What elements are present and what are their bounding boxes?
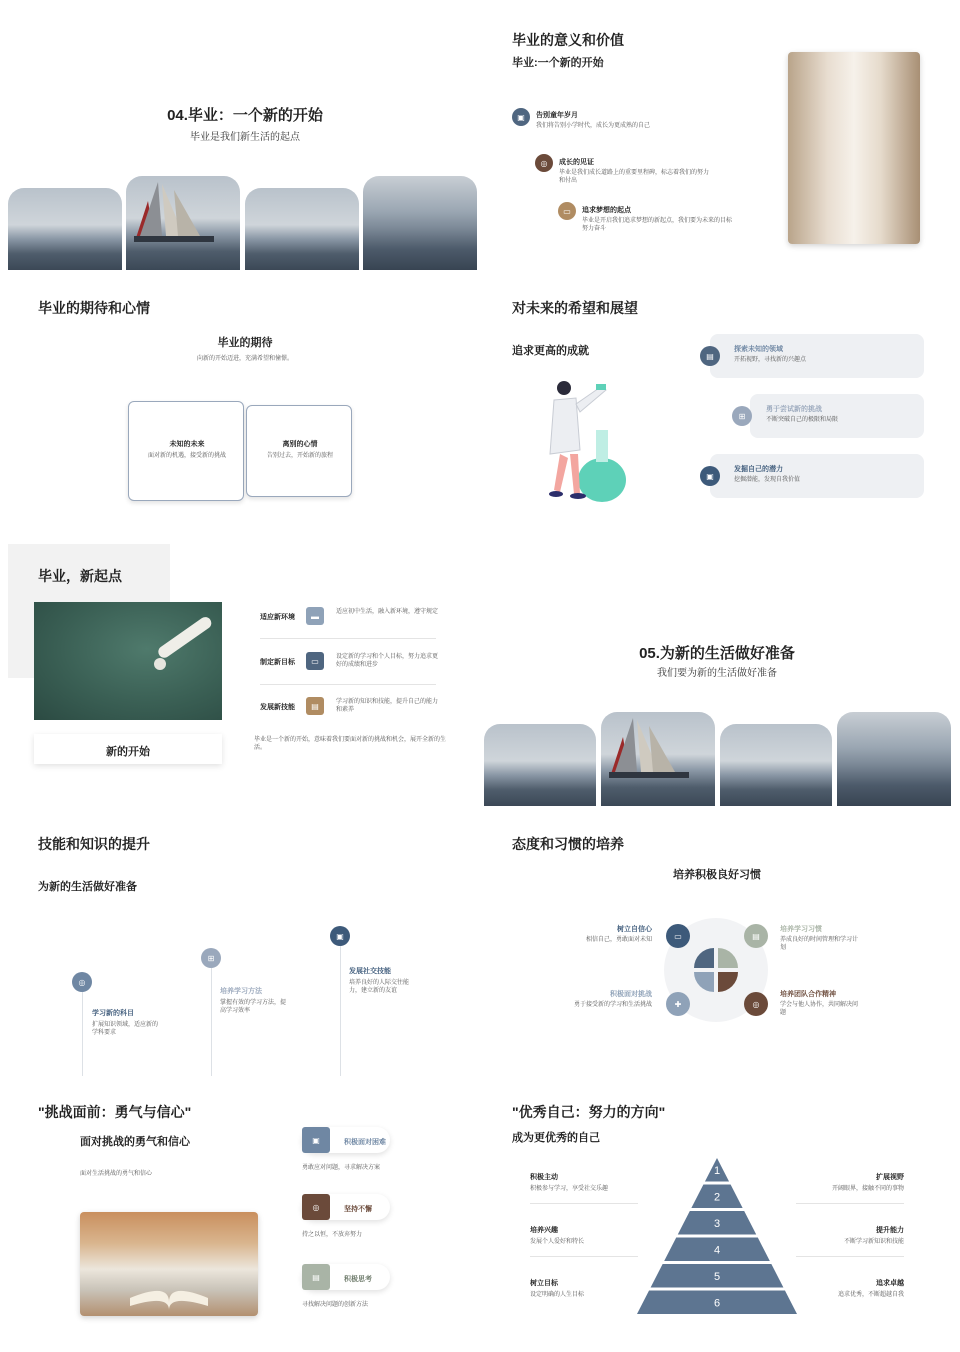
item-title: 培养学习习惯 — [780, 926, 822, 933]
section-heading: 成为更优秀的自己 — [512, 1132, 600, 1144]
chalk-illustration — [34, 602, 222, 720]
item-desc: 培养良好的人际交往能力，建立新的友谊 — [349, 980, 410, 995]
item-desc: 我们将告别小学时代，成长为更成熟的自己 — [536, 123, 651, 129]
sea-photo-1 — [484, 724, 596, 806]
left-item-title: 培养兴趣 — [530, 1227, 558, 1234]
slide-title: 技能和知识的提升 — [38, 836, 150, 852]
right-item-desc: 追求优秀，不断超越自我 — [837, 1292, 904, 1298]
item-title: 积极面对挑战 — [610, 991, 652, 998]
pyramid-level-label: 3 — [713, 1217, 721, 1230]
item-title: 告别童年岁月 — [536, 112, 578, 119]
divider — [796, 1256, 904, 1257]
section-heading: 面对挑战的勇气和信心 — [80, 1136, 190, 1148]
bookshelf-photo — [80, 1212, 258, 1316]
card-title: 未知的未来 — [169, 441, 205, 448]
item-title: 成长的见证 — [559, 159, 594, 166]
left-item-title: 积极主动 — [530, 1174, 558, 1181]
item-desc: 持之以恒，不放弃努力 — [302, 1232, 363, 1238]
mountain-photo — [363, 176, 477, 270]
slide-title: "优秀自己：努力的方向" — [512, 1104, 666, 1120]
section-desc: 向新的开始迈进，充满希望和憧憬。 — [196, 356, 293, 362]
divider — [260, 638, 436, 639]
habit-wheel-quadrants — [692, 946, 740, 994]
sailboat-photo — [126, 176, 240, 270]
library-corridor-photo — [788, 52, 920, 244]
document-icon: ▤ — [744, 924, 768, 948]
image-icon: ▣ — [302, 1127, 330, 1153]
item-title: 积极面对困难 — [344, 1139, 386, 1146]
right-item-title: 提升能力 — [876, 1227, 904, 1234]
item-title: 制定新目标 — [260, 659, 295, 666]
scientist-illustration — [514, 370, 644, 510]
item-desc: 毕业是开启我们追求梦想的新起点，我们要为未来的目标努力奋斗 — [582, 218, 733, 233]
card-parting-mood — [246, 405, 352, 497]
item-desc: 设定新的学习和个人目标，努力追求更好的成绩和进步 — [336, 654, 439, 669]
network-icon: ⊞ — [732, 406, 752, 426]
item-desc: 开拓视野，寻找新的兴趣点 — [734, 357, 807, 363]
slide-title: 对未来的希望和展望 — [512, 300, 638, 316]
timeline-line — [211, 968, 212, 1076]
slide-expectations — [8, 278, 482, 544]
item-desc: 学习新的知识和技能，提升自己的能力和素养 — [336, 699, 439, 714]
item-title: 发展社交技能 — [349, 968, 391, 975]
slide-subtitle: 毕业是我们新生活的起点 — [190, 132, 300, 143]
pyramid-diagram — [637, 1158, 797, 1314]
slide-title: 05.为新的生活做好准备 — [639, 645, 795, 662]
pyramid-level-label: 1 — [713, 1164, 721, 1177]
section-heading: 为新的生活做好准备 — [38, 881, 137, 893]
slide-title: 毕业的意义和价值 — [512, 32, 624, 48]
chalkboard-photo — [34, 602, 222, 720]
slide-title: "挑战面前：勇气与信心" — [38, 1104, 192, 1120]
item-desc: 挖掘潜能，发现自我价值 — [734, 477, 801, 483]
pyramid-level-label: 6 — [713, 1297, 721, 1310]
item-desc: 寻找解决问题的创新方法 — [302, 1302, 369, 1308]
slide-subtitle: 我们要为新的生活做好准备 — [657, 668, 777, 679]
slide-prepare-new-life — [484, 544, 958, 810]
right-item-desc: 不断学习新知识和技能 — [843, 1239, 904, 1245]
item-title: 适应新环境 — [260, 614, 295, 621]
card-unknown-future — [128, 401, 244, 501]
item-desc: 不断突破自己的极限和局限 — [766, 417, 839, 423]
wallet-icon: ▭ — [666, 924, 690, 948]
item-desc: 毕业是我们成长道路上的重要里程碑，标志着我们的努力和付出 — [559, 170, 710, 185]
slide-courage-confidence — [8, 1082, 482, 1348]
timeline-line — [82, 992, 83, 1076]
left-item-title: 树立目标 — [530, 1280, 558, 1287]
footer-text: 毕业是一个新的开始，意味着我们要面对新的挑战和机会，展开全新的生活。 — [254, 737, 447, 752]
item-desc: 学会与他人协作，共同解决问题 — [780, 1002, 859, 1017]
monitor-icon: ▭ — [306, 652, 324, 670]
item-desc: 相信自己，勇敢面对未知 — [585, 937, 652, 943]
left-item-desc: 积极参与学习，享受社交乐趣 — [530, 1186, 609, 1192]
slide-hopes-future — [484, 278, 958, 544]
document-icon: ▤ — [700, 346, 720, 366]
target-icon: ◎ — [535, 154, 553, 172]
slide-title: 04.毕业：一个新的开始 — [167, 107, 323, 124]
slide-new-starting-point — [8, 544, 482, 810]
item-title: 发展新技能 — [260, 704, 295, 711]
sailboat-photo — [601, 712, 715, 806]
item-desc: 养成良好的时间管理和学习计划 — [780, 937, 859, 952]
card-icon: ▭ — [558, 202, 576, 220]
item-title: 积极思考 — [344, 1276, 372, 1283]
network-icon: ⊞ — [201, 948, 221, 968]
item-title: 勇于尝试新的挑战 — [766, 406, 822, 413]
item-desc: 适应初中生活，融入新环境，遵守规定 — [336, 609, 439, 615]
pyramid-level-label: 5 — [713, 1270, 721, 1283]
right-item-desc: 开阔眼界，接触不同的事物 — [831, 1186, 904, 1192]
slide-title: 毕业的期待和心情 — [38, 300, 150, 316]
item-desc: 扩展知识领域，适应新的学科要求 — [92, 1022, 159, 1037]
card-desc: 告别过去，开始新的旅程 — [266, 453, 333, 459]
target-icon: ◎ — [72, 972, 92, 992]
section-desc: 面对生活挑战的勇气和信心 — [80, 1171, 153, 1177]
slide-better-self — [484, 1082, 958, 1348]
image-icon: ▣ — [700, 466, 720, 486]
item-desc: 勇于接受新的学习和生活挑战 — [573, 1002, 652, 1008]
item-title: 学习新的科目 — [92, 1010, 134, 1017]
item-title: 追求梦想的起点 — [582, 207, 631, 214]
item-title: 探索未知的领域 — [734, 346, 783, 353]
divider — [260, 684, 436, 685]
puzzle-icon: ✚ — [666, 992, 690, 1016]
item-title: 发掘自己的潜力 — [734, 466, 783, 473]
slide-subtitle: 毕业:一个新的开始 — [512, 57, 604, 69]
slide-graduation-new-start — [8, 6, 482, 272]
slide-title: 态度和习惯的培养 — [512, 836, 624, 852]
timeline-line — [340, 946, 341, 1076]
card-title: 离别的心情 — [282, 441, 318, 448]
sea-photo-3 — [245, 188, 359, 270]
left-item-desc: 设定明确的人生目标 — [530, 1292, 585, 1298]
item-desc: 勇敢应对问题，寻求解决方案 — [302, 1165, 381, 1171]
target-icon: ◎ — [302, 1194, 330, 1220]
sailboat-illustration — [126, 176, 240, 270]
slide-skills-knowledge — [8, 814, 482, 1080]
slide-attitude-habits — [484, 814, 958, 1080]
item-title: 培养学习方法 — [220, 988, 262, 995]
right-item-title: 扩展视野 — [876, 1174, 904, 1181]
pyramid-level-label: 4 — [713, 1244, 721, 1257]
item-desc: 掌握有效的学习方法，提高学习效率 — [220, 1000, 287, 1015]
pyramid-level-label: 2 — [713, 1191, 721, 1204]
card-desc: 面对新的机遇，接受新的挑战 — [147, 453, 226, 459]
open-book-illustration — [80, 1212, 258, 1316]
target-icon: ◎ — [744, 992, 768, 1016]
section-heading: 追求更高的成就 — [512, 345, 589, 357]
document-icon: ▤ — [302, 1264, 330, 1290]
sea-photo-3 — [720, 724, 832, 806]
sofa-icon: ▬ — [306, 607, 324, 625]
mountain-photo — [837, 712, 951, 806]
slide-title: 毕业，新起点 — [38, 568, 122, 584]
item-title: 培养团队合作精神 — [780, 991, 836, 998]
item-title: 坚持不懈 — [344, 1206, 372, 1213]
left-item-desc: 发展个人爱好和特长 — [530, 1239, 585, 1245]
right-item-title: 追求卓越 — [876, 1280, 904, 1287]
sailboat-illustration — [601, 712, 715, 806]
item-title: 树立自信心 — [617, 926, 652, 933]
image-icon: ▣ — [512, 108, 530, 126]
caption-text: 新的开始 — [106, 746, 150, 758]
divider — [530, 1256, 638, 1257]
image-icon: ▣ — [330, 926, 350, 946]
divider — [796, 1203, 904, 1204]
section-heading: 毕业的期待 — [217, 337, 273, 349]
divider — [530, 1203, 638, 1204]
card-icon: ▤ — [306, 697, 324, 715]
sea-photo-1 — [8, 188, 122, 270]
slide-meaning-value — [484, 6, 958, 272]
section-heading: 培养积极良好习惯 — [673, 869, 761, 881]
